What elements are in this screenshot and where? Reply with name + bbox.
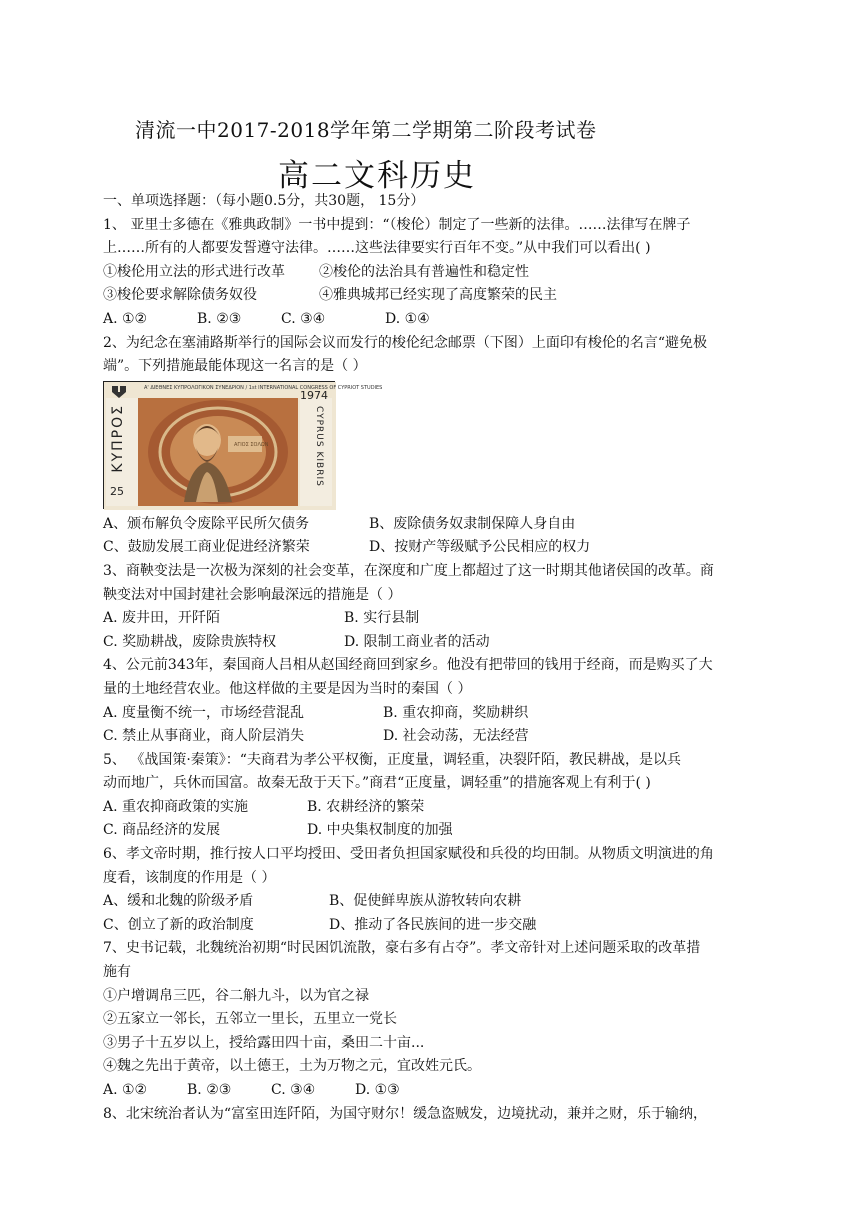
stamp-value: 25 xyxy=(110,485,124,499)
option-b[interactable]: B、促使鲜卑族从游牧转向农耕 xyxy=(329,893,522,910)
question-5 xyxy=(103,749,763,843)
stamp-figure-name: ΑΓΙΟΣ ΣΟΛΩΝ xyxy=(234,441,269,448)
statement-item: ③梭伦要求解除债务奴役 xyxy=(103,287,257,304)
question-stem: 动而地广，兵休而国富。故秦无敌于天下。”商君“正度量，调轻重”的措施客观上有利于( ) xyxy=(103,775,651,792)
question-stem: 施有 xyxy=(103,964,131,981)
section-heading: 一、单项选择题：（每小题0.5分，共30题， 15分） xyxy=(103,193,425,209)
option-d[interactable]: D. ①③ xyxy=(355,1082,400,1098)
option-c[interactable]: C. ③④ xyxy=(271,1082,316,1098)
option-c[interactable]: C、创立了新的政治制度 xyxy=(103,916,254,933)
question-6 xyxy=(103,843,763,937)
option-b[interactable]: B、废除债务奴隶制保障人身自由 xyxy=(369,515,576,532)
statement-item: ①梭伦用立法的形式进行改革 xyxy=(103,263,285,280)
question-stem: 上……所有的人都要发誓遵守法律。……这些法律要实行百年不变。”从中我们可以看出( ) xyxy=(103,240,651,257)
statement-item: ②五家立一邻长，五邻立一里长，五里立一党长 xyxy=(103,1011,397,1028)
option-d[interactable]: D. 社会动荡，无法经营 xyxy=(383,728,529,745)
option-d[interactable]: D. 限制工商业者的活动 xyxy=(344,633,490,650)
exam-content xyxy=(103,190,763,1126)
question-stem: 2、为纪念在塞浦路斯举行的国际会议而发行的梭伦纪念邮票（下图）上面印有梭伦的名言“避免极 xyxy=(103,334,708,351)
question-stem: 鞅变法对中国封建社会影响最深远的措施是（ ） xyxy=(103,586,402,603)
stamp-year: 1974 xyxy=(300,388,328,402)
question-stem: 量的土地经营农业。他这样做的主要是因为当时的秦国（ ） xyxy=(103,680,472,697)
question-7 xyxy=(103,937,763,1102)
option-a[interactable]: A. 重农抑商政策的实施 xyxy=(103,798,249,815)
option-b[interactable]: B. 农耕经济的繁荣 xyxy=(307,798,425,815)
question-stem: 6、孝文帝时期，推行按人口平均授田、受田者负担国家赋役和兵役的均田制。从物质文明演进的角 xyxy=(103,846,714,863)
option-c[interactable]: C. 奖励耕战，废除贵族特权 xyxy=(103,633,277,650)
question-8 xyxy=(103,1103,763,1127)
exam-title: 清流一中2017-2018学年第二学期第二阶段考试卷 xyxy=(135,118,597,142)
option-b[interactable]: B. 重农抑商，奖励耕织 xyxy=(383,704,529,721)
option-c[interactable]: C. 商品经济的发展 xyxy=(103,822,221,839)
question-1 xyxy=(103,214,763,332)
question-stem: 7、史书记载，北魏统治初期“时民困饥流散，豪右多有占夺”。孝文帝针对上述问题采取的改革措 xyxy=(103,940,701,957)
question-stem: 5、 《战国策·秦策》：“夫商君为孝公平权衡，正度量，调轻重，决裂阡陌，教民耕战，是以兵 xyxy=(103,751,681,768)
stamp-country-latin: CYPRUS KIBRIS xyxy=(314,405,324,487)
option-d[interactable]: D、按财产等级赋予公民相应的权力 xyxy=(369,539,591,556)
option-b[interactable]: B. ②③ xyxy=(187,1082,232,1098)
statement-item: ②梭伦的法治具有普遍性和稳定性 xyxy=(319,263,529,280)
question-2 xyxy=(103,332,763,560)
option-a[interactable]: A、缓和北魏的阶级矛盾 xyxy=(103,893,254,910)
question-stem: 8、北宋统治者认为“富室田连阡陌，为国守财尔！缓急盗贼发，边境扰动，兼并之财，乐于输纳， xyxy=(103,1105,708,1122)
option-d[interactable]: D、推动了各民族间的进一步交融 xyxy=(329,916,537,933)
statement-item: ④雅典城邦已经实现了高度繁荣的民主 xyxy=(319,287,557,304)
statement-item: ③男子十五岁以上，授给露田四十亩，桑田二十亩... xyxy=(103,1034,425,1051)
stamp-country-greek: ΚΥΠΡΟΣ xyxy=(110,403,126,473)
option-c[interactable]: C. 禁止从事商业，商人阶层消失 xyxy=(103,728,305,745)
stamp-caption: Α' ΔΙΕΘΝΕΣ ΚΥΠΡΟΛΟΓΙΚΟΝ ΣΥΝΕΔΡΙΟΝ / 1st INTERNATIONAL CONGRESS OF CYPRIOT STUDIES xyxy=(144,384,383,391)
question-stem: 度看，该制度的作用是（ ） xyxy=(103,869,276,886)
question-stem: 1、 亚里士多德在《雅典政制》一书中提到：“（梭伦）制定了一些新的法律。……法律写在牌子 xyxy=(103,216,691,233)
option-c[interactable]: C. ③④ xyxy=(281,310,326,327)
statement-item: ①户增调帛三匹，谷二斛九斗，以为官之禄 xyxy=(103,987,369,1004)
solon-stamp-image xyxy=(103,381,383,509)
option-a[interactable]: A. ①② xyxy=(103,310,148,327)
question-stem: 3、商鞅变法是一次极为深刻的社会变革，在深度和广度上都超过了这一时期其他诸侯国的改革。商 xyxy=(103,562,714,579)
question-3 xyxy=(103,560,763,654)
option-a[interactable]: A、颁布解负令废除平民所欠债务 xyxy=(103,515,310,532)
option-a[interactable]: A. 度量衡不统一，市场经营混乱 xyxy=(103,704,305,721)
option-b[interactable]: B. 实行县制 xyxy=(344,610,420,627)
question-stem: 4、公元前343年，秦国商人吕相从赵国经商回到家乡。他没有把带回的钱用于经商，而是购买了大 xyxy=(103,657,713,674)
option-b[interactable]: B. ②③ xyxy=(197,310,242,327)
question-4 xyxy=(103,654,763,748)
statement-item: ④魏之先出于黄帝，以土德王，土为万物之元，宜改姓元氏。 xyxy=(103,1058,481,1075)
option-d[interactable]: D. 中央集权制度的加强 xyxy=(307,822,453,839)
option-a[interactable]: A. ①② xyxy=(103,1082,148,1098)
exam-subtitle: 高二文科历史 xyxy=(278,158,476,194)
option-d[interactable]: D. ①④ xyxy=(385,310,430,327)
option-c[interactable]: C、鼓励发展工商业促进经济繁荣 xyxy=(103,539,310,556)
option-a[interactable]: A. 废井田，开阡陌 xyxy=(103,610,221,627)
question-stem: 端”。下列措施最能体现这一名言的是（ ） xyxy=(103,358,367,375)
